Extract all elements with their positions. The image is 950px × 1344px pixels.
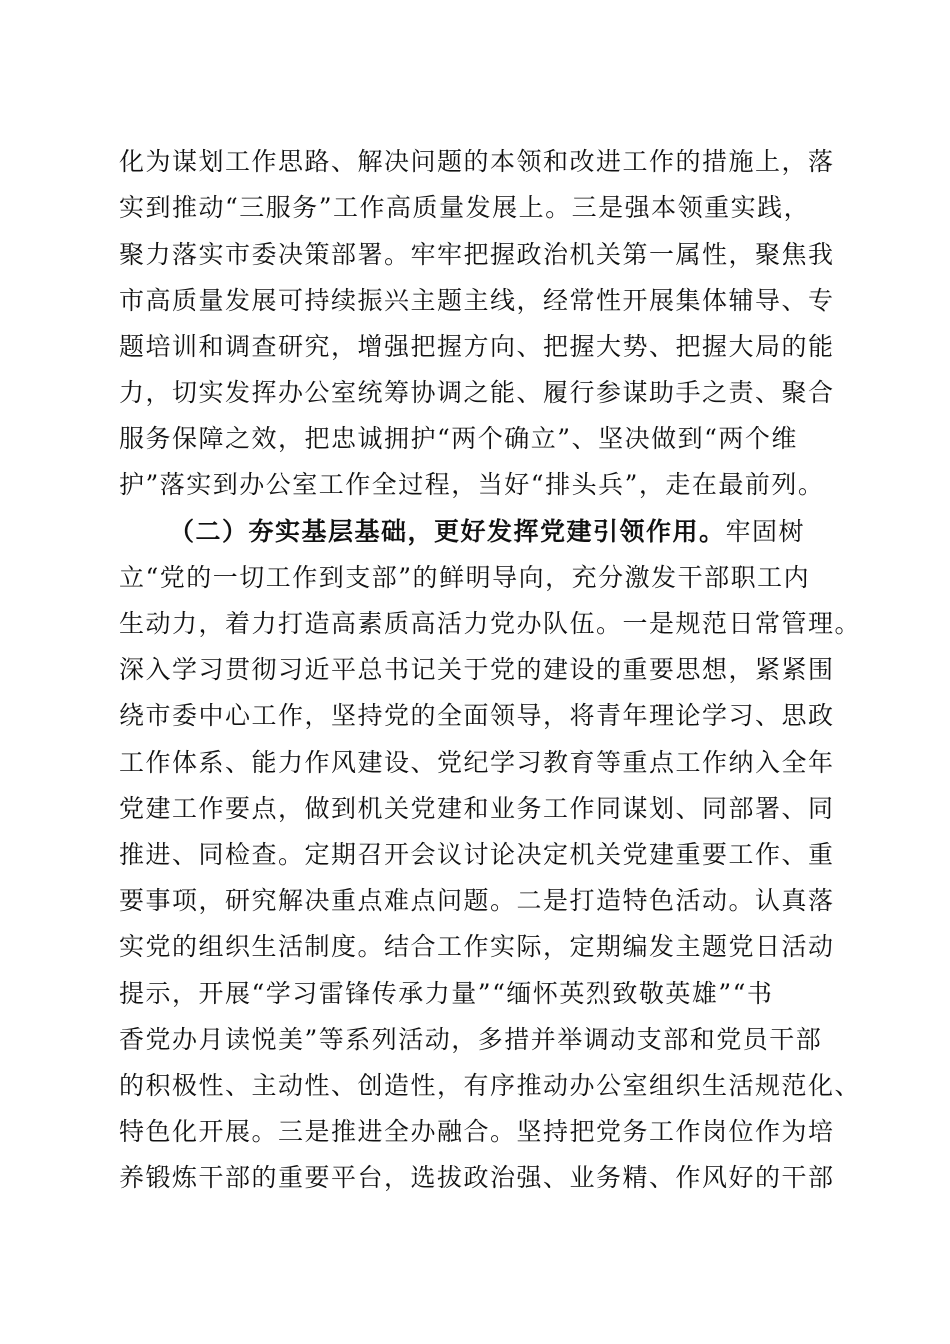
body-line: 要事项，研究解决重点难点问题。二是打造特色活动。认真落: [119, 886, 835, 915]
body-line: 题培训和调查研究，增强把握方向、把握大势、把握大局的能: [119, 332, 835, 361]
body-line: 市高质量发展可持续振兴主题主线，经常性开展集体辅导、专: [119, 286, 835, 315]
body-line: 实到推动“三服务”工作高质量发展上。三是强本领重实践，: [119, 193, 811, 222]
body-line: 香党办月读悦美”等系列活动，多措并举调动支部和党员干部: [119, 1025, 823, 1054]
body-line: 实党的组织生活制度。结合工作实际，定期编发主题党日活动: [119, 932, 835, 961]
body-line: 聚力落实市委决策部署。牢牢把握政治机关第一属性，聚焦我: [119, 240, 835, 269]
body-line: 立“党的一切工作到支部”的鲜明导向，充分激发干部职工内: [119, 563, 811, 592]
body-line: 工作体系、能力作风建设、党纪学习教育等重点工作纳入全年: [119, 748, 835, 777]
section-heading: （二）夯实基层基础，更好发挥党建引领作用。: [169, 517, 726, 546]
body-line: 养锻炼干部的重要平台，选拔政治强、业务精、作风好的干部: [119, 1163, 835, 1192]
body-line: 化为谋划工作思路、解决问题的本领和改进工作的措施上，落: [119, 147, 835, 176]
body-line: 推进、同检查。定期召开会议讨论决定机关党建重要工作、重: [119, 840, 835, 869]
body-line: 深入学习贯彻习近平总书记关于党的建设的重要思想，紧紧围: [119, 655, 835, 684]
body-line: 护”落实到办公室工作全过程，当好“排头兵”，走在最前列。: [119, 470, 825, 499]
body-line: 的积极性、主动性、创造性，有序推动办公室组织生活规范化、: [119, 1071, 862, 1100]
body-line: 生动力，着力打造高素质高活力党办队伍。一是规范日常管理。: [119, 609, 862, 638]
body-line: 特色化开展。三是推进全办融合。坚持把党务工作岗位作为培: [119, 1117, 835, 1146]
body-line: 党建工作要点，做到机关党建和业务工作同谋划、同部署、同: [119, 794, 835, 823]
section-heading-tail: 牢固树: [725, 517, 806, 546]
section-heading-line: [169, 509, 839, 555]
body-line: 力，切实发挥办公室统筹协调之能、履行参谋助手之责、聚合: [119, 378, 835, 407]
body-line: 绕市委中心工作，坚持党的全面领导，将青年理论学习、思政: [119, 701, 835, 730]
body-line: 服务保障之效，把忠诚拥护“两个确立”、坚决做到“两个维: [119, 424, 798, 453]
body-line: 提示，开展“学习雷锋传承力量”“缅怀英烈致敬英雄”“书: [119, 979, 774, 1008]
